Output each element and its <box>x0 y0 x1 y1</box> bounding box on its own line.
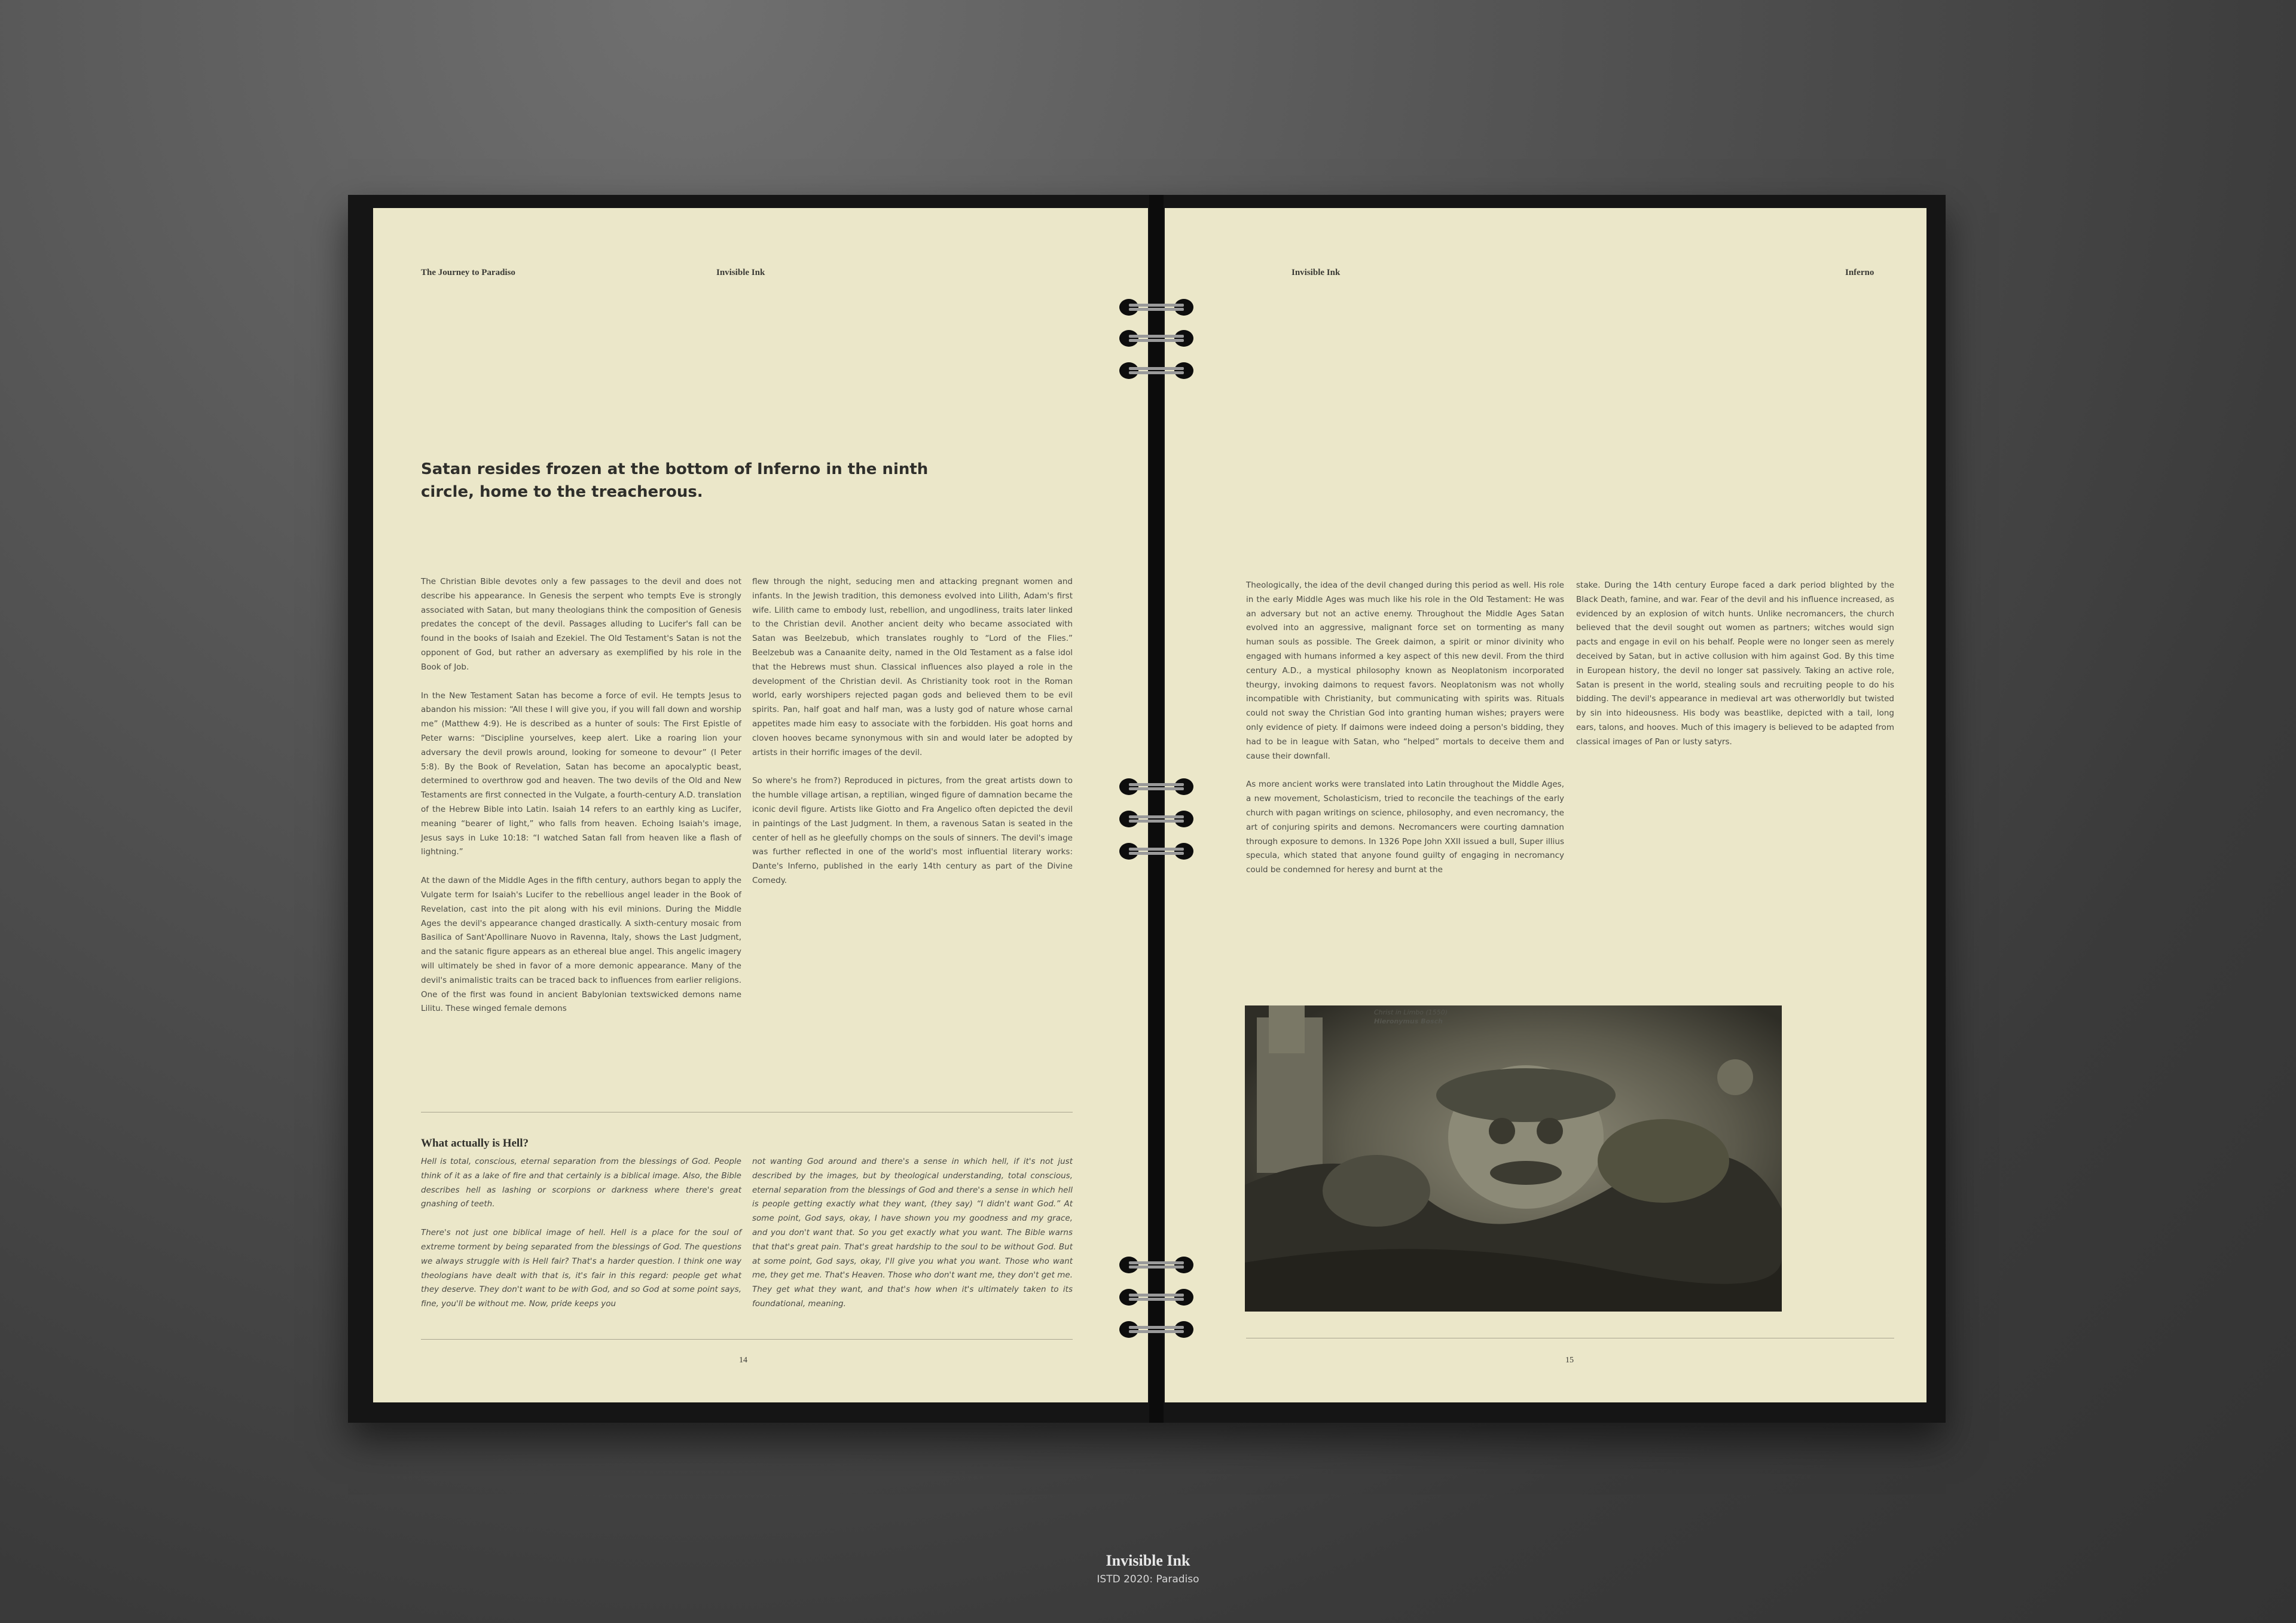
binder <box>348 195 1946 1423</box>
running-head-left: The Journey to Paradiso <box>421 268 515 277</box>
caption-title: Christ in Limbo (1550) <box>1374 1008 1448 1016</box>
running-head-right: Inferno <box>1845 268 1874 277</box>
paragraph: There's not just one biblical image of hell. Hell is a place for the soul of extreme torment by being separated from the blessings of God. The questions we always struggle with is Hell fair? That's a harder question. I think one way theologians have dealt with that is, it's fair in this regard: people get what they deserve. They don't want to be with God, and so God at some point says, fine, you'll be without me. Now, pride keeps you <box>421 1228 741 1309</box>
binder-ring-icon <box>1117 1319 1196 1340</box>
running-head-center: Invisible Ink <box>716 268 765 277</box>
painting-illustration <box>1245 1005 1782 1312</box>
running-head-center: Invisible Ink <box>1292 268 1341 277</box>
quote-column-2 <box>752 1155 1073 1326</box>
paragraph: Hell is total, conscious, eternal separation from the blessings of God. People think of it as a lake of fire and that certainly is a biblical image. Also, the Bible describes hell as lashing or scorpions or darkness where there's great gnashing of teeth. <box>421 1157 741 1209</box>
body-column-1 <box>1246 579 1564 892</box>
caption-artist: Hieronymus Bosch <box>1374 1017 1443 1025</box>
section-subhead: What actually is Hell? <box>421 1137 529 1150</box>
paragraph: At the dawn of the Middle Ages in the fifth century, authors began to apply the Vulgate term for Isaiah's Lucifer to the rebellious angel leader in the Book of Revelation, cast into the pit along with his evil minions. During the Middle Ages the devil's appearance changed drastically. A sixth-century mosaic from Basilica of Sant'Apollinare Nuovo in Ravenna, Italy, shows the Last Judgment, and the satanic figure appears as an ethereal blue angel. This angelic imagery will ultimately be shed in favor of a more demonic appearance. Many of the devil's animalistic traits can be traced back to influences from earlier religions. One of the first was found in ancient Babylonian textswicked demons name Lilitu. These winged female demons <box>421 876 741 1014</box>
binder-ring-icon <box>1117 360 1196 381</box>
body-column-1 <box>421 575 741 1031</box>
binder-ring-icon <box>1117 297 1196 318</box>
footer-rule <box>421 1339 1073 1340</box>
image-caption <box>1374 1008 1448 1026</box>
left-page <box>373 208 1148 1402</box>
quote-column-1 <box>421 1155 741 1326</box>
painting-image <box>1245 1005 1782 1312</box>
paragraph: In the New Testament Satan has become a force of evil. He tempts Jesus to abandon his mission: “All these I will give you, if you will fall down and worship me” (Matthew 4:9). He is described as a hunter of souls: The First Epistle of Peter warns: “Discipline yourselves, keep alert. Like a roaring lion your adversary the devil prowls around, looking for someone to devour” (I Peter 5:8). By the Book of Revelation, Satan has become an apocalyptic beast, determined to overthrow god and heaven. The two devils of the Old and New Testaments are first connected in the Vulgate, a fourth-century A.D. translation of the Hebrew Bible into Latin. Isaiah 14 refers to an earthly king as Lucifer, meaning “bearer of light,” who falls from heaven. Echoing Isaiah's image, Jesus says in Luke 10:18: “I watched Satan fall from heaven like a flash of lightning.” <box>421 690 741 857</box>
paragraph: flew through the night, seducing men and attacking pregnant women and infants. In the Jewish tradition, this demoness evolved into Lilith, Adam's first wife. Lilith came to embody lust, rebellion, and ungodliness, traits later linked to the Christian devil. Another ancient deity who became associated with Satan was Beelzebub, which translates roughly to “Lord of the Flies.” Beelzebub was a Canaanite deity, named in the Old Testament as a false idol that the Hebrews must shun. Classical influences also played a role in the development of the Christian devil. As Christianity took root in the Roman world, early worshipers rejected pagan gods and believed them to be evil spirits. Pan, half goat and half man, was a lusty god of nature whose carnal appetites made him easy to associate with the forbidden. His goat horns and cloven hooves became synonymous with sin and would later be adopted by artists in their horrific images of the devil. <box>752 577 1073 757</box>
paragraph: As more ancient works were translated into Latin throughout the Middle Ages, a new movement, Scholasticism, tried to reconcile the teachings of the early church with pagan writings on science, philosophy, and even necromancy, the art of conjuring spirits and demons. Necromancers were courting damnation through exposure to demons. In 1326 Pope John XXII issued a bull, Super illius specula, which stated that anyone found guilty of engaging in necromancy could be condemned for heresy and burnt at the <box>1246 780 1564 875</box>
binder-ring-icon <box>1117 776 1196 797</box>
paragraph: So where's he from?) Reproduced in pictures, from the great artists down to the humble village artisan, a reptilian, winged figure of damnation became the iconic devil figure. Artists like Giotto and Fra Angelico often depicted the devil in paintings of the Last Judgment. In them, a ravenous Satan is seated in the center of hell as he gleefully chomps on the souls of sinners. The devil's image was further reflected in one of the world's most influential literary works: Dante's Inferno, published in the early 14th century as part of the Divine Comedy. <box>752 776 1073 885</box>
binder-ring-icon <box>1117 808 1196 830</box>
page-number: 14 <box>739 1356 747 1365</box>
page-headline: Satan resides frozen at the bottom of Inferno in the ninth circle, home to the treacherous. <box>421 460 929 501</box>
paragraph: not wanting God around and there's a sense in which hell, if it's not just described by the images, but by theological understanding, total conscious, eternal separation from the blessings of God and there's a sense in which hell is people getting exactly what they want, (they say) “I didn't want God.” At some point, God says, okay, I have shown you my goodness and my grace, and you don't want that. So you get exactly what you want. The Bible warns that that's great pain. That's great hardship to the soul to be without God. But at some point, God says, okay, I'll give you what you want. Those who want me, they get me. That's Heaven. Those who don't want me, they don't get me. They get what they want, and that's how when it's ultimately taken to its foundational, meaning. <box>752 1157 1073 1309</box>
footer-subtitle: ISTD 2020: Paradiso <box>1097 1573 1199 1585</box>
binder-ring-icon <box>1117 328 1196 349</box>
binder-ring-icon <box>1117 1254 1196 1276</box>
page-number: 15 <box>1565 1356 1574 1365</box>
binder-ring-icon <box>1117 1286 1196 1308</box>
binder-ring-icon <box>1117 840 1196 862</box>
paragraph: The Christian Bible devotes only a few passages to the devil and does not describe his appearance. In Genesis the serpent who tempts Eve is strongly associated with Satan, but many theologians think the composition of Genesis predates the concept of the devil. Passages alluding to Lucifer's fall can be found in the books of Isaiah and Ezekiel. The Old Testament's Satan is not the opponent of God, but rather an adversary as exemplified by his role in the Book of Job. <box>421 577 741 672</box>
paragraph: stake. During the 14th century Europe faced a dark period blighted by the Black Death, famine, and war. Fear of the devil and his influence increased, as evidenced by an explosion of witch hunts. Unlike necromancers, the church believed that the devil sought out women as partners; witches would sign pacts and engage in evil on his behalf. People were no longer seen as merely deceived by Satan, but in active collusion with him against God. By this time in European history, the devil no longer sat passively. Taking an active role, Satan is present in the world, stealing souls and recruiting people to do his bidding. The devil's appearance in medieval art was otherworldly but twisted by sin into hideousness. His body was beastlike, depicted with a tail, long ears, talons, and hooves. Much of this imagery is believed to be adapted from classical images of Pan or lusty satyrs. <box>1576 580 1894 747</box>
body-column-2 <box>752 575 1073 903</box>
footer-title: Invisible Ink <box>1106 1552 1190 1569</box>
body-column-2 <box>1576 579 1894 764</box>
paragraph: Theologically, the idea of the devil changed during this period as well. His role in the early Middle Ages was much like his role in the Old Testament: He was an adversary but not an active enemy. Throughout the Middle Ages Satan evolved into an aggressive, malignant force set on tormenting as many human souls as possible. The Greek daimon, a spirit or minor divinity who engaged with humans informed a key aspect of this new devil. From the third century A.D., a mystical philosophy known as Neoplatonism incorporated theurgy, invoking daimons to request favors. Neoplatonism was not wholly incompatible with Christianity, but communicating with spirits was. Rituals could not sway the Christian God into granting human wishes; prayers were only evidence of piety. If daimons were indeed doing a person's bidding, they had to be in league with Satan, who “helped” mortals to deceive them and cause their downfall. <box>1246 580 1564 761</box>
